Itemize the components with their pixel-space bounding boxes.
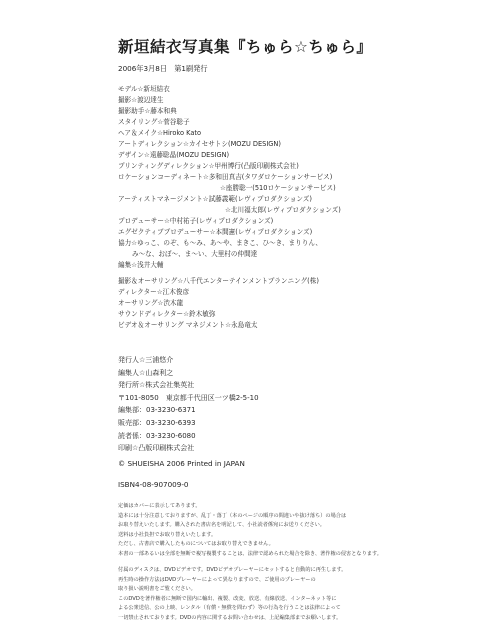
- note-line: 造本には十分注意しておりますが、乱丁・落丁（本のページの順序の間違いや抜け落ち）の場合は: [118, 512, 347, 519]
- note-line: 本書の一部あるいは全部を無断で複写複製することは、法律で認められた場合を除き、著作権の侵害となります。: [118, 550, 382, 557]
- credit-line: プロデューサー☆中村祐子(レヴィプロダクションズ): [118, 217, 274, 225]
- publisher-line: 発行人☆三浦悠介: [118, 356, 174, 364]
- publisher-line: 編集部：03-3230-6371: [118, 406, 196, 415]
- dvd-note-line: 一切禁止されております。DVDの内容に関するお問い合わせは、上記編集部までお願いします。: [118, 614, 342, 621]
- credit-line: スタイリング☆菅谷聡子: [118, 118, 190, 126]
- credit-line: プリンティングディレクション☆甲州博行(凸版印刷株式会社): [118, 162, 299, 170]
- credit-line: み～な、おぼ～、ま～い、大里村の仲間達: [132, 250, 258, 258]
- book-title: 新垣結衣写真集『ちゅら☆ちゅら』: [118, 38, 373, 56]
- credit-line: ビデオ＆オーサリング マネジメント☆永島竜太: [118, 321, 258, 329]
- note-line: 送料は小社負担でお取り替えいたします。: [118, 531, 217, 538]
- note-line: ただし、古書店で購入したものについてはお取り替えできません。: [118, 541, 274, 547]
- credit-line: アーティストマネージメント☆試藤義範(レヴィプロダクションズ): [118, 195, 312, 203]
- publisher-info: [118, 354, 259, 455]
- credit-line: 撮影助手☆藤本和典: [118, 107, 177, 115]
- credit-line: 協力☆ゆっこ、のぞ、も～み、あ～や、まきこ、ひ～き、まりりん、: [118, 239, 322, 247]
- credit-line: 撮影☆渡辺達生: [118, 96, 164, 104]
- credit-line: ディレクター☆江木俊彦: [118, 288, 190, 296]
- dvd-note-line: 再生時の操作方法はDVDプレーヤーによって異なりますので、ご使用のプレーヤーの: [118, 576, 316, 583]
- credit-line: エグゼクティブプロデューサー☆本間憲(レヴィプロダクションズ): [118, 228, 313, 236]
- credit-line: 撮影＆オーサリング☆八千代エンターテインメントプランニング(株): [118, 277, 319, 285]
- credit-line: ロケーションコーディネート☆多和田真吉(タワダロケーションサービス): [118, 173, 333, 181]
- dvd-notes: [118, 566, 346, 623]
- edition-date: 2006年3月8日 第1刷発行: [118, 64, 208, 73]
- publisher-line: 編集人☆山森利之: [118, 368, 174, 377]
- publisher-line: 発行所☆株式会社集英社: [118, 381, 195, 390]
- credit-line: アートディレクション☆カイセサトシ(MOZU DESIGN): [118, 140, 281, 148]
- credit-line: サウンドディレクター☆鈴木敏弥: [118, 310, 216, 318]
- credit-line: デザイン☆遠藤聡晶(MOZU DESIGN): [118, 151, 230, 159]
- credit-line: オーサリング☆渋木龍: [118, 299, 184, 307]
- publisher-line: 〒101-8050 東京都千代田区一ツ橋2-5-10: [118, 393, 259, 402]
- credits-top: [118, 84, 341, 271]
- dvd-note-line: このDVDを著作権者に無断で国内に輸出、複製、改変、放送、有線放送、インターネット等に: [118, 595, 337, 602]
- isbn-number: ISBN4-08-907009-0: [118, 480, 189, 489]
- credit-line: 編集☆浅井大輔: [118, 261, 164, 269]
- credit-line: モデル☆新垣結衣: [118, 85, 170, 93]
- copyright-notice: © SHUEISHA 2006 Printed in JAPAN: [118, 459, 245, 468]
- credit-line: ☆北川福太郎(レヴィプロダクションズ): [225, 206, 341, 214]
- credit-line: ☆座勝聡一(510ロケーションサービス): [220, 184, 336, 192]
- credit-line: ヘア＆メイク☆Hiroko Kato: [118, 129, 201, 137]
- dvd-note-line: 取り扱い説明書をご覧ください。: [118, 586, 196, 592]
- note-line: 定価はカバーに表示してあります。: [118, 503, 201, 509]
- dvd-note-line: よる公衆送信、公の上映、レンタル（有償・無償を問わず）等の行為を行うことは法律によって: [118, 605, 341, 611]
- publisher-line: 印刷☆凸版印刷株式会社: [118, 444, 195, 453]
- publisher-line: 読者係：03-3230-6080: [118, 431, 196, 440]
- credits-dvd: [118, 276, 319, 331]
- note-line: お取り替えいたします。購入された書店名を明記して、小社読者係宛にお送りください。: [118, 522, 325, 528]
- legal-notes: [118, 502, 382, 559]
- publisher-line: 販売部：03-3230-6393: [118, 418, 196, 427]
- dvd-note-line: 付属のディスクは、DVDビデオです。DVDビデオプレーヤーにセットすると自動的に再生します。: [118, 567, 347, 573]
